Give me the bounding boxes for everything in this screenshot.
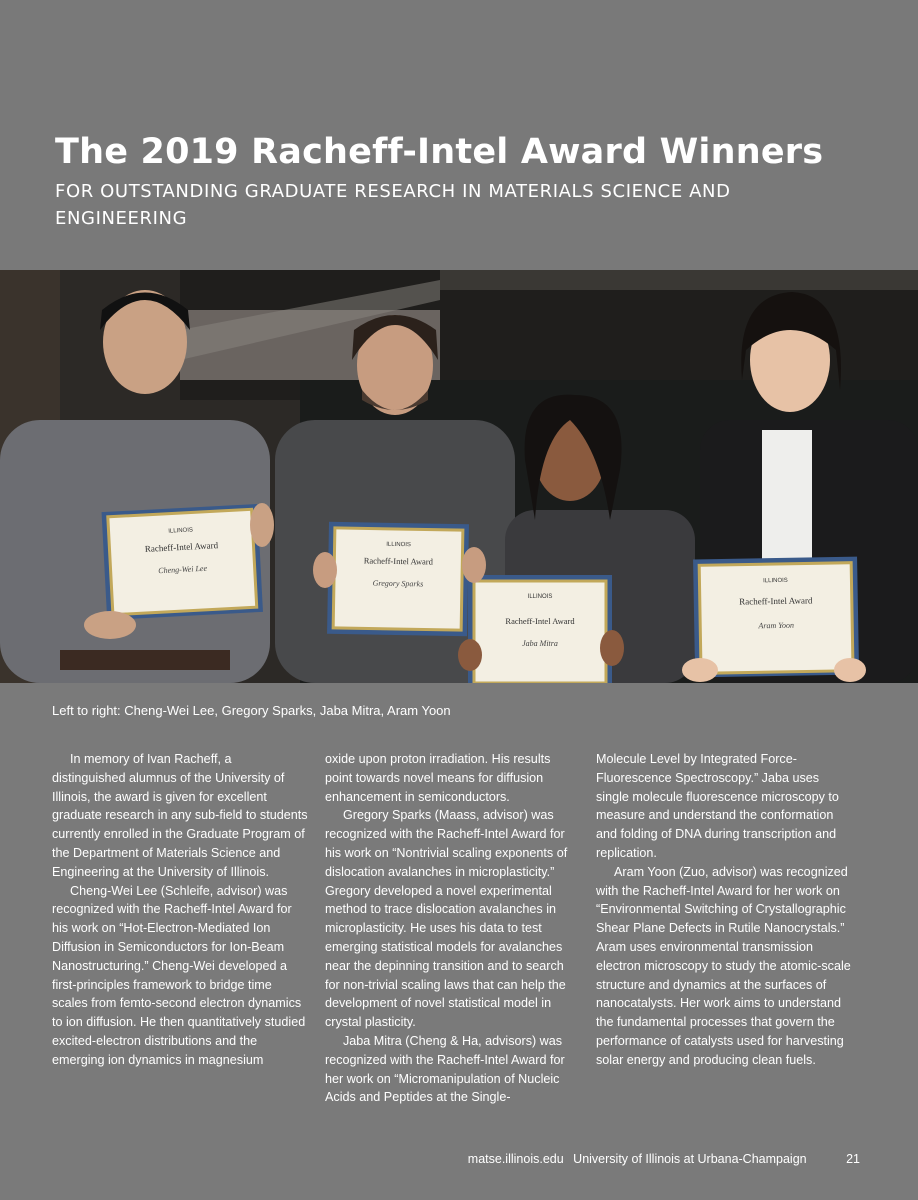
certificate-2-heading: Racheff-Intel Award bbox=[363, 555, 433, 567]
certificate-3 bbox=[468, 575, 612, 683]
paragraph: Jaba Mitra (Cheng & Ha, advisors) was recognized with the Racheff-Intel Award for her work on “Micromanipulation of Nucleic Acids and Peptides at the Single- bbox=[325, 1033, 565, 1105]
certificate-4-logo: ILLINOIS bbox=[763, 577, 788, 585]
certificate-4 bbox=[693, 557, 859, 678]
footer-university: University of Illinois at Urbana-Champaign bbox=[573, 1152, 807, 1166]
certificate-1-logo: ILLINOIS bbox=[168, 527, 194, 535]
photo-caption: Left to right: Cheng-Wei Lee, Gregory Sparks, Jaba Mitra, Aram Yoon bbox=[52, 703, 451, 718]
certificate-4-heading: Racheff-Intel Award bbox=[739, 595, 813, 607]
certificate-1-name: Cheng-Wei Lee bbox=[158, 563, 208, 576]
certificate-3-logo: ILLINOIS bbox=[527, 594, 553, 600]
page-subtitle: FOR OUTSTANDING GRADUATE RESEARCH IN MATERIALS SCIENCE AND ENGINEERING bbox=[55, 181, 731, 229]
paragraph: Cheng-Wei Lee (Schleife, advisor) was recognized with the Racheff-Intel Award for his work on “Hot-Electron-Mediated Ion Diffusion in Semiconductors for Ion-Beam Nanostructuring.” Cheng-Wei developed a first-principles framework to bridge time scales from femto-second electron dynamics to ion diffusion. He then quantitatively studied excited-electron distributions and the emerging ion dynamics in magnesium bbox=[52, 883, 306, 1067]
article-body bbox=[52, 750, 852, 1120]
header-band bbox=[0, 0, 918, 270]
certificate-3-heading: Racheff-Intel Award bbox=[505, 616, 575, 626]
award-winners-photo bbox=[0, 270, 918, 683]
page-footer bbox=[462, 1152, 860, 1166]
footer-url: matse.illinois.edu bbox=[467, 1152, 564, 1166]
certificate-3-name: Jaba Mitra bbox=[522, 639, 558, 648]
paragraph: Molecule Level by Integrated Force-Fluorescence Spectroscopy.” Jaba uses single molecule fluorescence microscopy to measure and understand the conformation and folding of DNA during transcription and replication. bbox=[596, 752, 839, 860]
paragraph: In memory of Ivan Racheff, a distinguished alumnus of the University of Illinois, the award is given for excellent graduate research in any sub-field to students currently enrolled in the Graduate Program of the Department of Materials Science and Engineering at the University of Illinois. bbox=[52, 752, 308, 879]
certificate-1 bbox=[102, 504, 263, 620]
page-number: 21 bbox=[846, 1152, 860, 1166]
certificate-4-name: Aram Yoon bbox=[758, 620, 795, 631]
paragraph: Gregory Sparks (Maass, advisor) was recognized with the Racheff-Intel Award for his work on “Nontrivial scaling exponents of dislocation avalanches in microplasticity.” Gregory developed a novel experimental method to trace dislocation avalanches in microplasticity. He uses his data to test emerging statistical models for avalanches near the depinning transition and to search for non-trivial scaling laws that can help the development of novel statistical model in crystal plasticity. bbox=[325, 808, 568, 1030]
article-column-3 bbox=[596, 750, 852, 1070]
article-column-2 bbox=[325, 750, 581, 1107]
paragraph: oxide upon proton irradiation. His results point towards novel means for diffusion enhancement in semiconductors. bbox=[325, 752, 551, 804]
certificate-2-logo: ILLINOIS bbox=[386, 541, 412, 549]
paragraph: Aram Yoon (Zuo, advisor) was recognized with the Racheff-Intel Award for her work on “Environmental Switching of Crystallographic Shear Plane Defects in Rutile Nanocrystals.” Aram uses environmental transmission electron microscopy to study the atomic-scale structure and dynamics at the surfaces of nanocatalysts. Her work aims to understand the fundamental processes that govern the performance of catalysts used for harvesting solar energy and producing clean fuels. bbox=[596, 864, 851, 1067]
certificate-1-heading: Racheff-Intel Award bbox=[144, 540, 219, 554]
article-column-1 bbox=[52, 750, 308, 1070]
certificate-2 bbox=[327, 522, 469, 636]
page-title: The 2019 Racheff-Intel Award Winners bbox=[55, 132, 824, 172]
certificate-2-name: Gregory Sparks bbox=[372, 578, 424, 589]
